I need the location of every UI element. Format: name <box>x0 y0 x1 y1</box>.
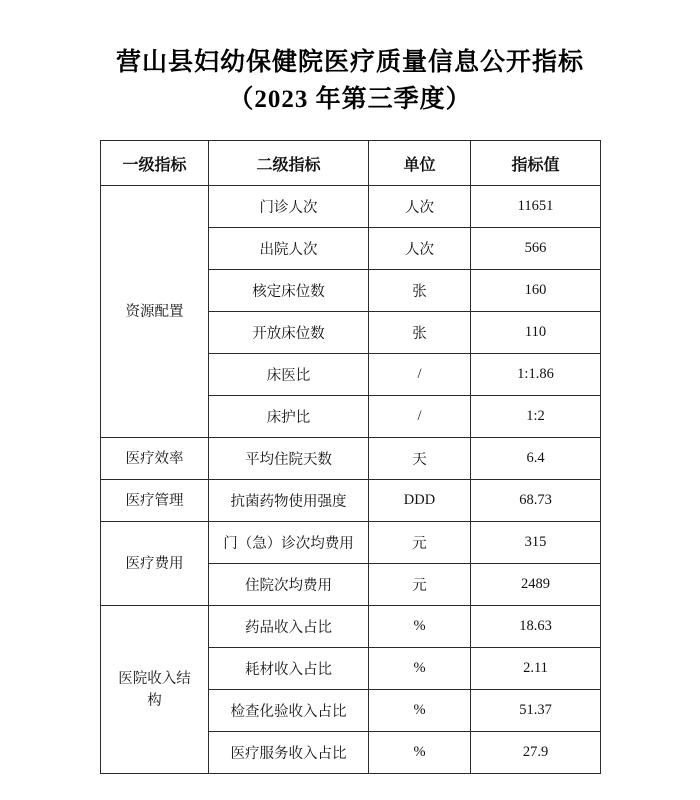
group-cell: 资源配置 <box>101 186 209 438</box>
group-cell: 医疗效率 <box>101 438 209 480</box>
unit-cell: % <box>369 690 471 732</box>
indicator-table-wrap <box>100 140 600 774</box>
unit-cell: 天 <box>369 438 471 480</box>
unit-cell: % <box>369 732 471 774</box>
unit-cell: 元 <box>369 522 471 564</box>
unit-cell: % <box>369 648 471 690</box>
table-row <box>101 186 601 228</box>
value-cell: 315 <box>471 522 601 564</box>
unit-cell: DDD <box>369 480 471 522</box>
indicator-table <box>100 140 601 774</box>
indicator-cell: 药品收入占比 <box>209 606 369 648</box>
header-value: 指标值 <box>471 141 601 186</box>
document-title <box>0 0 700 118</box>
group-cell: 医院收入结构 <box>101 606 209 774</box>
indicator-cell: 平均住院天数 <box>209 438 369 480</box>
table-body <box>101 186 601 774</box>
header-level-2: 二级指标 <box>209 141 369 186</box>
value-cell: 1:1.86 <box>471 354 601 396</box>
indicator-cell: 抗菌药物使用强度 <box>209 480 369 522</box>
value-cell: 27.9 <box>471 732 601 774</box>
unit-cell: 元 <box>369 564 471 606</box>
indicator-cell: 出院人次 <box>209 228 369 270</box>
table-row <box>101 438 601 480</box>
unit-cell: 张 <box>369 312 471 354</box>
value-cell: 2.11 <box>471 648 601 690</box>
unit-cell: 人次 <box>369 228 471 270</box>
table-row <box>101 606 601 648</box>
value-cell: 566 <box>471 228 601 270</box>
indicator-cell: 住院次均费用 <box>209 564 369 606</box>
value-cell: 18.63 <box>471 606 601 648</box>
group-cell: 医疗费用 <box>101 522 209 606</box>
header-unit: 单位 <box>369 141 471 186</box>
table-row <box>101 480 601 522</box>
table-row <box>101 522 601 564</box>
unit-cell: % <box>369 606 471 648</box>
title-line-1: 营山县妇幼保健院医疗质量信息公开指标 <box>115 49 584 76</box>
indicator-cell: 检查化验收入占比 <box>209 690 369 732</box>
indicator-cell: 医疗服务收入占比 <box>209 732 369 774</box>
unit-cell: / <box>369 354 471 396</box>
table-header <box>101 141 601 186</box>
indicator-cell: 床医比 <box>209 354 369 396</box>
value-cell: 51.37 <box>471 690 601 732</box>
table-header-row <box>101 141 601 186</box>
group-cell: 医疗管理 <box>101 480 209 522</box>
indicator-cell: 开放床位数 <box>209 312 369 354</box>
value-cell: 68.73 <box>471 480 601 522</box>
indicator-cell: 核定床位数 <box>209 270 369 312</box>
indicator-cell: 耗材收入占比 <box>209 648 369 690</box>
indicator-cell: 门（急）诊次均费用 <box>209 522 369 564</box>
value-cell: 11651 <box>471 186 601 228</box>
value-cell: 6.4 <box>471 438 601 480</box>
value-cell: 160 <box>471 270 601 312</box>
unit-cell: 张 <box>369 270 471 312</box>
value-cell: 110 <box>471 312 601 354</box>
unit-cell: 人次 <box>369 186 471 228</box>
unit-cell: / <box>369 396 471 438</box>
value-cell: 2489 <box>471 564 601 606</box>
indicator-cell: 床护比 <box>209 396 369 438</box>
title-line-2: （2023 年第三季度） <box>228 86 472 113</box>
indicator-cell: 门诊人次 <box>209 186 369 228</box>
value-cell: 1:2 <box>471 396 601 438</box>
header-level-1: 一级指标 <box>101 141 209 186</box>
